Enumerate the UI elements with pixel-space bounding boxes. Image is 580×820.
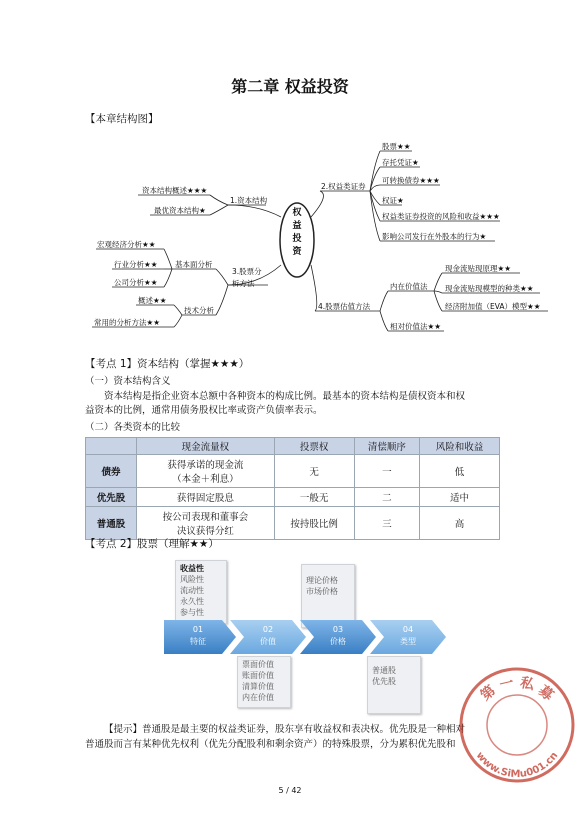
row-header: 债券: [86, 455, 137, 488]
table-header-row: [86, 438, 500, 455]
step-label: 价值: [260, 637, 276, 646]
table-cell: 适中: [420, 488, 500, 507]
center-char: 资: [292, 247, 302, 257]
step-3: [306, 624, 370, 648]
structure-heading: 【本章结构图】: [85, 113, 159, 125]
branch-equity-securities: 2.权益类证券: [321, 182, 366, 191]
branch-stock-valuation: 4.股票估值方法: [318, 302, 371, 311]
stamp-top-text: 第 一 私 募: [477, 674, 557, 704]
table-cell: 按持股比例: [274, 507, 354, 540]
mindmap-leaf: 经济附加值（EVA）模型★★: [445, 302, 541, 311]
table-row: [86, 507, 500, 540]
table-cell: 一般无: [274, 488, 354, 507]
box-item: 理论价格: [306, 576, 338, 585]
kp1-heading: 【考点 1】资本结构（掌握★★★）: [85, 358, 250, 370]
step-label: 特征: [190, 637, 206, 646]
center-char: 权: [292, 208, 302, 218]
step-2: [236, 624, 300, 648]
box-item: 流动性: [180, 586, 204, 595]
table-cell: 低: [420, 455, 500, 488]
step-number: 02: [262, 625, 274, 634]
box-item: 清算价值: [242, 682, 274, 691]
box-item: 参与性: [180, 608, 204, 617]
table-header-cell: 清偿顺序: [354, 438, 419, 455]
box-item: 账面价值: [242, 671, 274, 680]
table-cell: [137, 507, 275, 540]
table-cell: [137, 455, 275, 488]
box-item: 收益性: [180, 564, 204, 573]
branch-capital-structure: 1.资本结构: [230, 196, 268, 205]
mindmap-center-label: [290, 207, 304, 259]
table-cell: 无: [274, 455, 354, 488]
mindmap-leaf: 概述★★: [138, 296, 167, 305]
paragraph-line: 资本结构是指企业资本总额中各种资本的构成比例。最基本的资本结构是债权资本和权: [104, 391, 466, 402]
step-1: [164, 624, 232, 648]
table-cell: 高: [420, 507, 500, 540]
branch-stock-analysis: [232, 266, 262, 290]
kp1-subheading: （一）资本结构含义: [85, 376, 171, 387]
branch-label-line: 3.股票分: [232, 267, 262, 276]
prices-box: [301, 564, 355, 628]
step-label: 类型: [400, 637, 416, 646]
step-number: 04: [402, 625, 414, 634]
mindmap-leaf: 股票★★: [382, 142, 411, 151]
mindmap-leaf: 最优资本结构★: [154, 206, 206, 215]
step-number: 03: [332, 625, 344, 634]
svg-text:第 一 私 募: [477, 674, 557, 704]
table-header-cell: 现金流量权: [137, 438, 275, 455]
page-number: 5 / 42: [278, 786, 302, 795]
table-cell: 二: [354, 488, 419, 507]
table-header-cell: [86, 438, 137, 455]
cell-line: （本金＋利息）: [172, 474, 239, 485]
paragraph-line: 普通股而言有某种优先权利（优先分配股利和剩余资产）的特殊股票，分为累积优先股和: [85, 739, 456, 750]
mindmap-node-fundamental: 基本面分析: [175, 260, 213, 269]
mindmap-leaf: 存托凭证★: [382, 158, 419, 167]
mindmap-node-technical: 技术分析: [184, 306, 214, 315]
step-number: 01: [192, 625, 204, 634]
box-item: 风险性: [180, 575, 204, 584]
box-item: 永久性: [180, 597, 204, 606]
mindmap-leaf: 公司分析★★: [114, 278, 158, 287]
capital-comparison-table: [85, 437, 500, 540]
mindmap-leaf: 行业分析★★: [114, 260, 158, 269]
box-item: 内在价值: [242, 693, 274, 702]
cell-line: 获得承诺的现金流: [167, 460, 244, 471]
table-header-cell: 投票权: [274, 438, 354, 455]
mindmap-leaf: 可转换债券★★★: [382, 176, 440, 185]
table-header-cell: 风险和收益: [420, 438, 500, 455]
watermark-stamp: [458, 666, 576, 784]
mindmap-leaf: 现金流贴现原理★★: [445, 264, 511, 273]
mindmap-node-relative: 相对价值法★★: [390, 322, 441, 331]
branch-label-line: 析方法: [232, 279, 255, 288]
mindmap-leaf: 现金流贴现模型的种类★★: [445, 284, 534, 293]
kp1-paragraph: [85, 390, 505, 418]
table-cell: 三: [354, 507, 419, 540]
tip-paragraph: [85, 722, 505, 752]
row-header: 优先股: [86, 488, 137, 507]
stamp-bottom-text: www.SiMu001.cn: [473, 750, 561, 781]
cell-line: 按公司表现和董事会: [162, 512, 249, 523]
table-cell: 获得固定股息: [137, 488, 275, 507]
mindmap-leaf: 宏观经济分析★★: [97, 240, 156, 249]
mindmap-leaf: 资本结构概述★★★: [142, 186, 208, 195]
values-box: [237, 656, 291, 708]
box-item: 市场价格: [306, 587, 338, 596]
paragraph-line: 益资本的比例，通常用债务股权比率或资产负债率表示。: [85, 405, 323, 416]
box-item: 票面价值: [242, 660, 274, 669]
table-row: [86, 455, 500, 488]
chapter-title: 第二章 权益投资: [231, 77, 349, 96]
mindmap-leaf: 常用的分析方法★★: [94, 318, 160, 327]
mindmap-node-intrinsic: 内在价值法: [390, 282, 428, 291]
box-item: 优先股: [372, 677, 396, 686]
mindmap-leaf: 权益类证券投资的风险和收益★★★: [382, 212, 500, 221]
table-cell: 一: [354, 455, 419, 488]
paragraph-line: 【提示】普通股是最主要的权益类证券，股东享有收益权和表决权。优先股是一种相对: [104, 724, 466, 735]
center-char: 投: [292, 234, 302, 244]
kp2-heading: 【考点 2】股票（理解★★）: [85, 538, 219, 550]
mindmap-leaf: 权证★: [382, 196, 404, 205]
features-box: [175, 560, 227, 624]
row-header: 普通股: [86, 507, 137, 540]
table-row: [86, 488, 500, 507]
step-label: 价格: [330, 637, 346, 646]
step-4: [376, 624, 440, 648]
box-item: 普通股: [372, 666, 396, 675]
mindmap-leaf: 影响公司发行在外股本的行为★: [382, 232, 487, 241]
cell-line: 决议获得分红: [176, 526, 234, 537]
center-char: 益: [292, 221, 302, 231]
types-box: [367, 656, 421, 714]
kp1-subheading: （二）各类资本的比较: [85, 422, 181, 433]
